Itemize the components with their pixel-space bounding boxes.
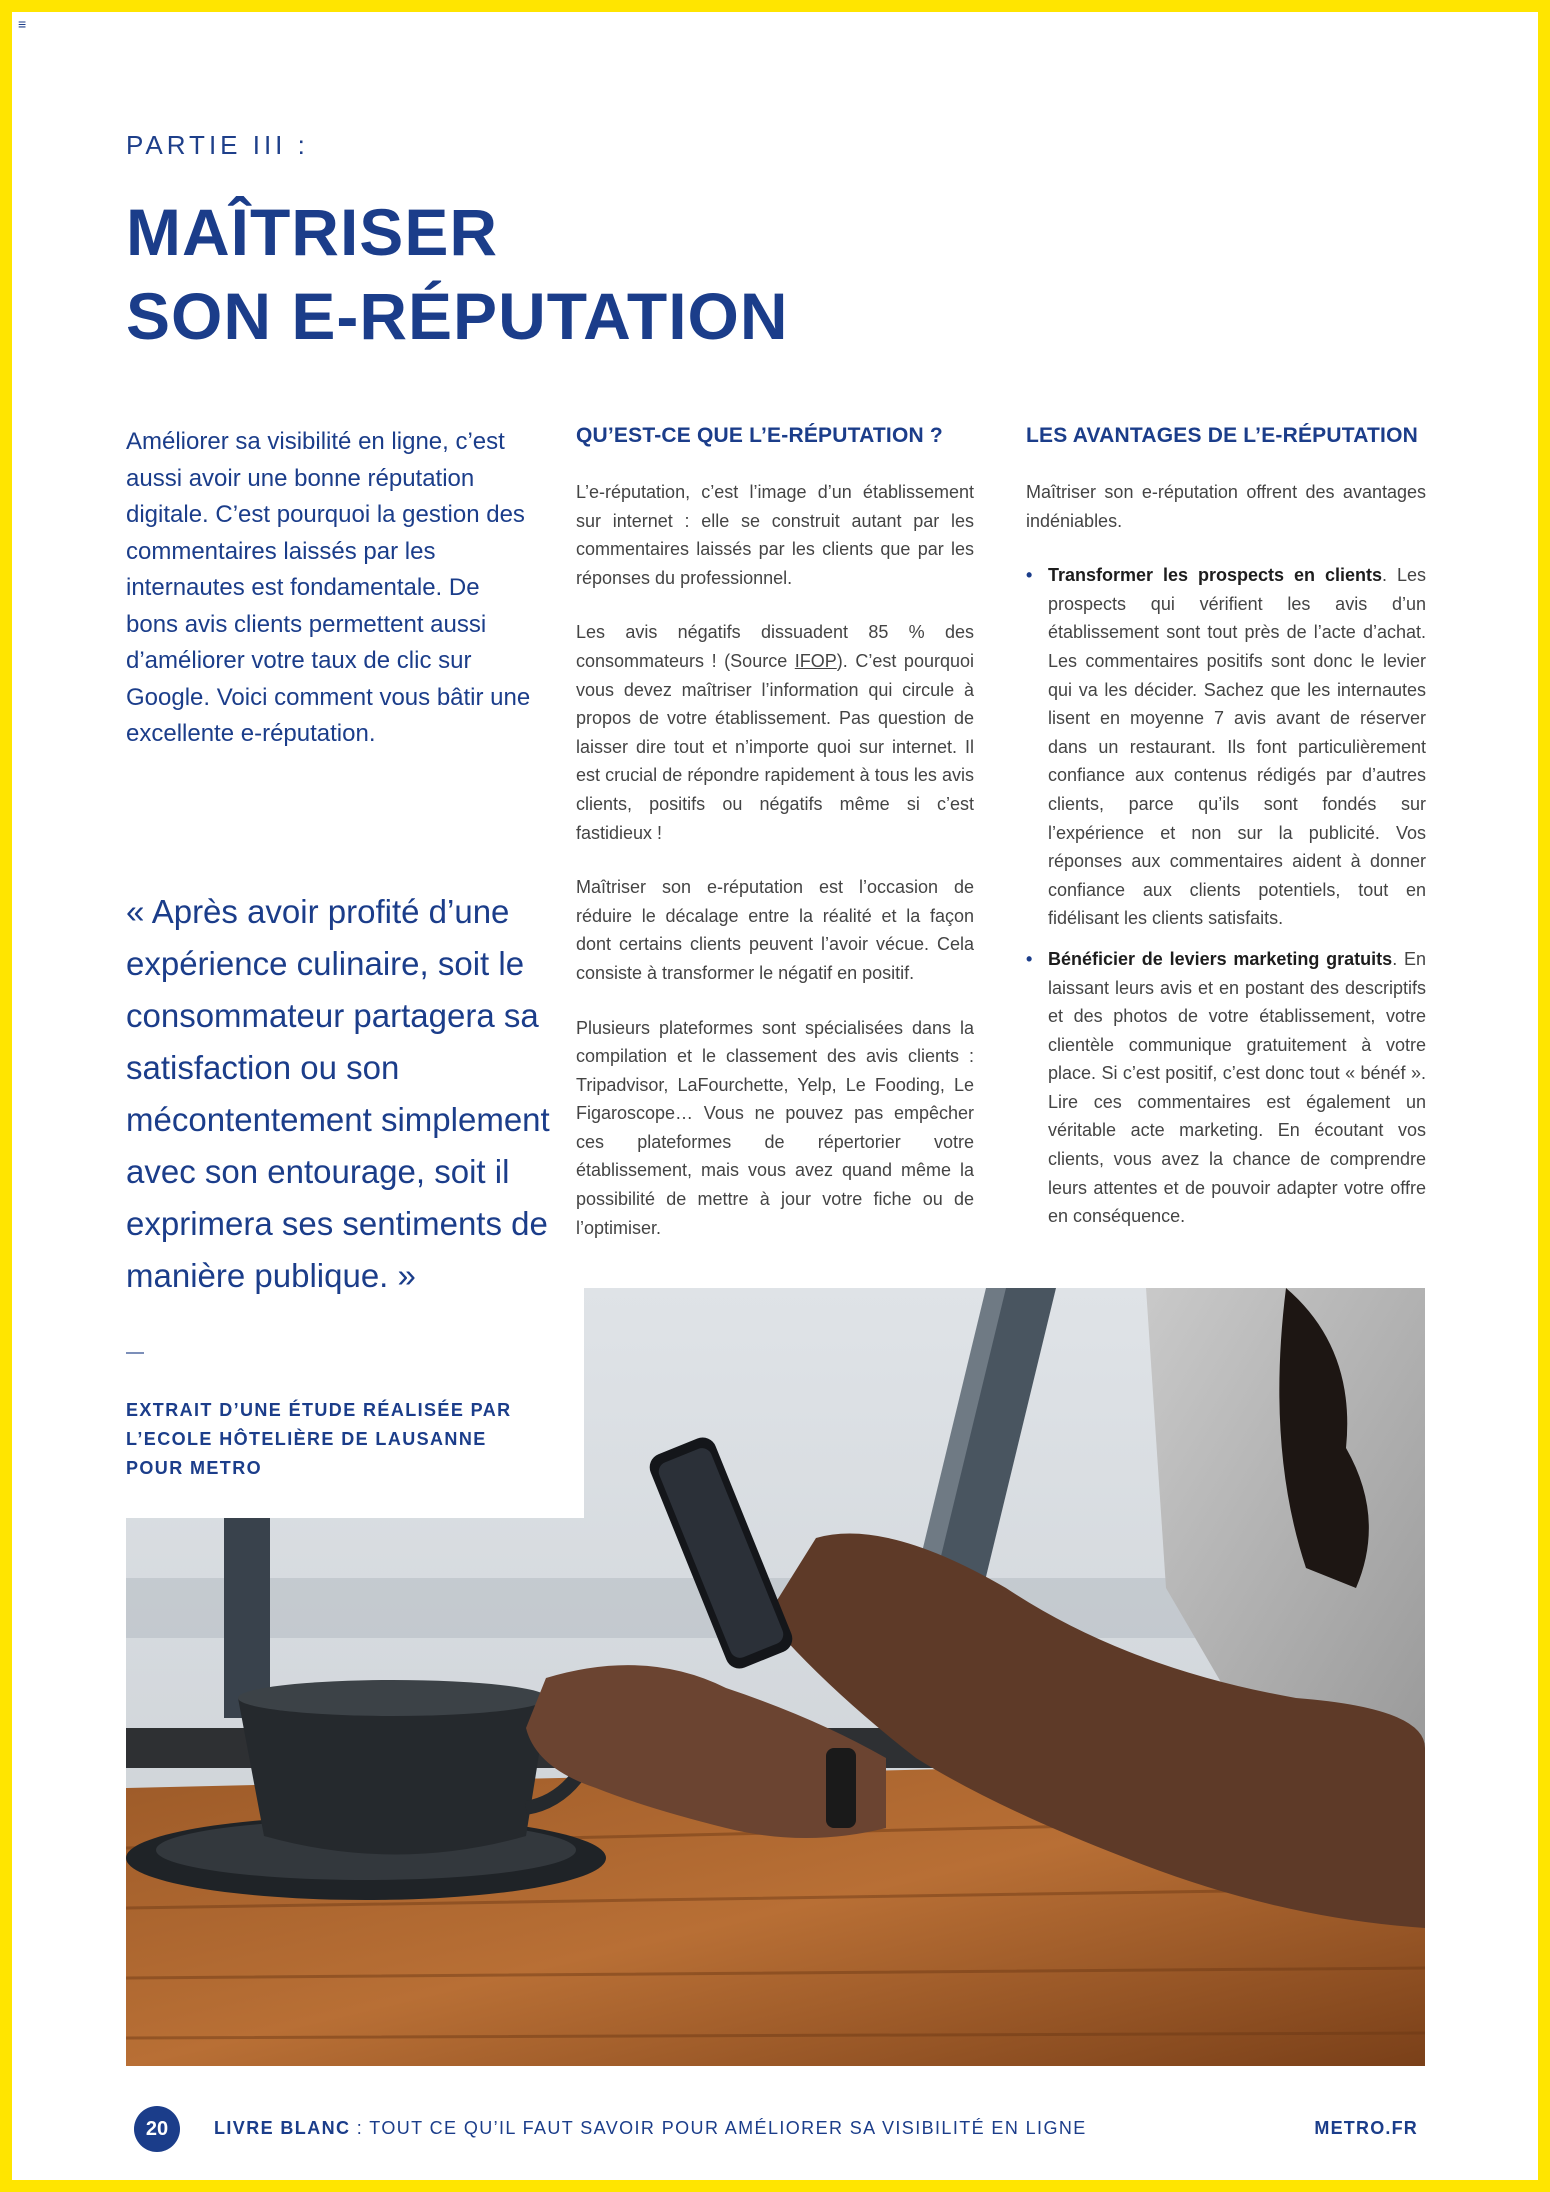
intro-paragraph: Améliorer sa visibilité en ligne, c’est aussi avoir une bonne réputation digitale. C’est pourquoi la gestion des commentaires laissés par les internautes est fondamentale. De bons avis clients permettent aussi d’améliorer votre taux de clic sur Google. Voici comment vous bâtir une excellente e-réputation. xyxy=(126,428,531,747)
footer-site-link[interactable]: METRO.FR xyxy=(1314,2118,1418,2138)
footer-label xyxy=(214,2118,1087,2139)
bullet-title: Transformer les prospects en clients xyxy=(1048,565,1382,586)
quote-divider xyxy=(126,1352,144,1354)
middle-paragraph-2 xyxy=(576,618,974,847)
section-kicker: PARTIE III : xyxy=(126,130,309,160)
quote-source: EXTRAIT D’UNE ÉTUDE RÉALISÉE PAR L’ECOLE HÔTELIÈRE DE LAUSANNE POUR METRO xyxy=(126,1400,512,1478)
middle-paragraph-1: L’e-réputation, c’est l’image d’un établissement sur internet : elle se construit autant par les commentaires laissés par les clients que par les réponses du professionnel. xyxy=(576,482,974,588)
ifop-link[interactable]: IFOP xyxy=(794,650,837,671)
menu-icon[interactable]: ≡ xyxy=(18,16,27,32)
middle-column-heading: QU’EST-CE QUE L’E-RÉPUTATION ? xyxy=(576,424,943,447)
page-number-badge: 20 xyxy=(134,2106,180,2152)
bullet-marker: • xyxy=(1026,948,1033,969)
footer-label-bold: LIVRE BLANC xyxy=(214,2118,351,2138)
list-item: • Transformer les prospects en clients. Les prospects qui vérifient les avis d’un établissement sont tout près de l’acte d’achat. Les commentaires positifs sont donc le levier qui va les décider. Sachez que les internautes lisent en moyenne 7 avis avant de réserver dans un restaurant. Ils font particulièrement confiance aux contenus rédigés par d’autres clients, parce qu’ils sont fondés sur l’expérience et non sur la publicité. Vos réponses aux commentaires aident à donner confiance aux clients potentiels, tout en fidélisant les clients satisfaits. xyxy=(1026,561,1426,933)
middle-paragraph-4: Plusieurs plateformes sont spécialisées dans la compilation et le classement des avis clients : Tripadvisor, LaFourchette, Yelp, Le Fooding, Le Figaroscope… Vous ne pouvez pas empêcher ces plateformes de répertorier votre établissement, mais vous avez quand même la possibilité de mettre à jour votre fiche ou de l’optimiser. xyxy=(576,1017,974,1238)
right-column-heading: LES AVANTAGES DE L’E-RÉPUTATION xyxy=(1026,424,1418,447)
pull-quote: « Après avoir profité d’une expérience culinaire, soit le consommateur partagera sa satisfaction ou son mécontentement simplement avec son entourage, soit il exprimera ses sentiments de manière publique. » xyxy=(126,893,550,1294)
right-column xyxy=(1026,424,1426,1243)
advantages-list xyxy=(1026,561,1426,1231)
middle-paragraph-3: Maîtriser son e-réputation est l’occasion de réduire le décalage entre la réalité et la façon dont certains clients peuvent l’avoir vécue. Cela consiste à transformer le négatif en positif. xyxy=(576,877,974,983)
bullet-text: Les prospects qui vérifient les avis d’un établissement sont tout près de l’acte d’achat. Les commentaires positifs sont donc le levier qui va les décider. Sachez que les internautes lisent en moyenne 7 avis avant de réserver dans un restaurant. Ils font particulièrement confiance aux contenus rédigés par d’autres clients, parce qu’ils sont fondés sur l’expérience et non sur la publicité. Vos réponses aux commentaires aident à donner confiance aux clients potentiels, tout en fidélisant les clients satisfaits. xyxy=(1048,565,1426,929)
bullet-title: Bénéficier de leviers marketing gratuits xyxy=(1048,948,1393,969)
footer-label-rest: : TOUT CE QU’IL FAUT SAVOIR POUR AMÉLIORER SA VISIBILITÉ EN LIGNE xyxy=(350,2118,1087,2138)
bullet-marker: • xyxy=(1026,565,1033,586)
title-line-1: MAÎTRISER xyxy=(126,195,498,269)
list-item: • Bénéficier de leviers marketing gratuits. En laissant leurs avis et en postant des descriptifs et des photos de votre établissement, votre clientèle communique gratuitement à votre place. Si c’est positif, c’est donc tout « bénéf ». Lire ces commentaires est également un véritable acte marketing. En écoutant vos clients, vous avez la chance de comprendre leurs attentes et de pouvoir adapter votre offre en conséquence. xyxy=(1026,945,1426,1231)
middle-column xyxy=(576,424,974,1268)
middle-paragraph-2-start: Les avis négatifs dissuadent 85 % des consommateurs ! (Source xyxy=(576,622,974,671)
title-line-2: SON E-RÉPUTATION xyxy=(126,279,789,353)
bullet-text: En laissant leurs avis et en postant des descriptifs et des photos de votre établissement, votre clientèle communique gratuitement à votre place. Si c’est positif, c’est donc tout « bénéf ». Lire ces commentaires est également un véritable acte marketing. En écoutant vos clients, vous avez la chance de comprendre leurs attentes et de pouvoir adapter votre offre en conséquence. xyxy=(1048,948,1426,1227)
page-title xyxy=(126,190,789,358)
page-footer xyxy=(126,2106,1426,2150)
right-lead-paragraph: Maîtriser son e-réputation offrent des avantages indéniables. xyxy=(1026,482,1426,531)
middle-paragraph-2-end: ). C’est pourquoi vous devez maîtriser l’information qui circule à propos de votre établissement. Pas question de laisser dire tout et n’importe quoi sur internet. Il est crucial de répondre rapidement à tous les avis clients, positifs ou négatifs même si c’est fastidieux ! xyxy=(576,650,974,843)
